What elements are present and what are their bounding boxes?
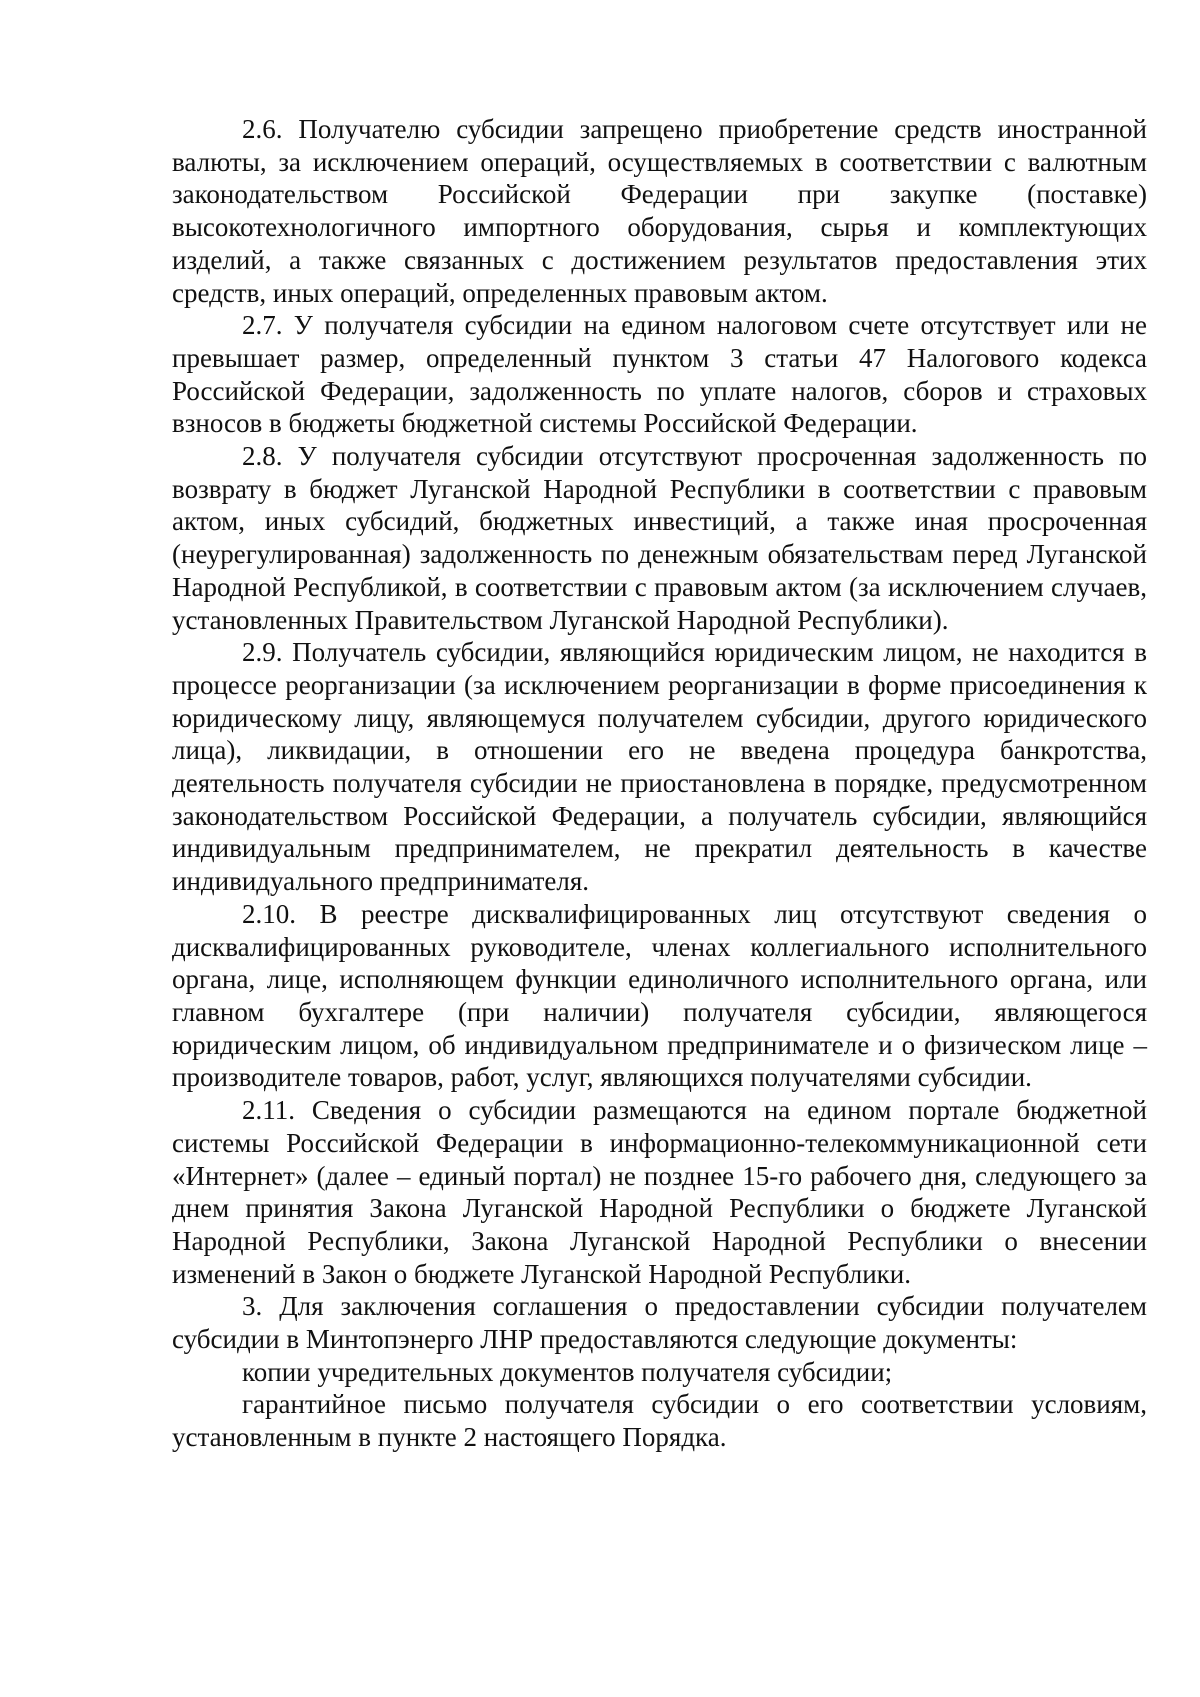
list-item-guarantee-letter: гарантийное письмо получателя субсидии о его соответствии условиям, установленным в пункте 2 настоящего Порядка. <box>172 1389 1147 1453</box>
paragraph-2-8: 2.8. У получателя субсидии отсутствуют просроченная задолженность по возврату в бюджет Луганской Народной Республики в соответствии с правовым актом, иных субсидий, бюджетных инвестиций, а также иная просроченная (неурегулированная) задолженность по денежным обязательствам перед Луганской Народной Республикой, в соответствии с правовым актом (за исключением случаев, установленных Правительством Луганской Народной Республики). <box>172 441 1147 635</box>
paragraph-2-11: 2.11. Сведения о субсидии размещаются на едином портале бюджетной системы Российской Федерации в информационно-телекоммуникационной сети «Интернет» (далее – единый портал) не позднее 15-го рабочего дня, следующего за днем принятия Закона Луганской Народной Республики о бюджете Луганской Народной Республики, Закона Луганской Народной Республики о внесении изменений в Закон о бюджете Луганской Народной Республики. <box>172 1095 1147 1289</box>
document-body <box>172 113 1147 1454</box>
paragraph-3: 3. Для заключения соглашения о предоставлении субсидии получателем субсидии в Минтопэнерго ЛНР предоставляются следующие документы: <box>172 1291 1147 1355</box>
paragraph-2-10: 2.10. В реестре дисквалифицированных лиц отсутствуют сведения о дисквалифицированных руководителе, членах коллегиального исполнительного органа, лице, исполняющем функции единоличного исполнительного органа, или главном бухгалтере (при наличии) получателя субсидии, являющегося юридическим лицом, об индивидуальном предпринимателе и о физическом лице – производителе товаров, работ, услуг, являющихся получателями субсидии. <box>172 898 1147 1093</box>
paragraph-2-6: 2.6. Получателю субсидии запрещено приобретение средств иностранной валюты, за исключением операций, осуществляемых в соответствии с валютным законодательством Российской Федерации при закупке (поставке) высокотехнологичного импортного оборудования, сырья и комплектующих изделий, а также связанных с достижением результатов предоставления этих средств, иных операций, определенных правовым актом. <box>172 114 1147 308</box>
list-item-founding-documents: копии учредительных документов получателя субсидии; <box>242 1356 893 1387</box>
paragraph-2-9: 2.9. Получатель субсидии, являющийся юридическим лицом, не находится в процессе реорганизации (за исключением реорганизации в форме присоединения к юридическому лицу, являющемуся получателем субсидии, другого юридического лица), ликвидации, в отношении его не введена процедура банкротства, деятельность получателя субсидии не приостановлена в порядке, предусмотренном законодательством Российской Федерации, а получатель субсидии, являющийся индивидуальным предпринимателем, не прекратил деятельность в качестве индивидуального предпринимателя. <box>172 637 1147 897</box>
paragraph-2-7: 2.7. У получателя субсидии на едином налоговом счете отсутствует или не превышает размер, определенный пунктом 3 статьи 47 Налогового кодекса Российской Федерации, задолженность по уплате налогов, сборов и страховых взносов в бюджеты бюджетной системы Российской Федерации. <box>172 310 1147 439</box>
